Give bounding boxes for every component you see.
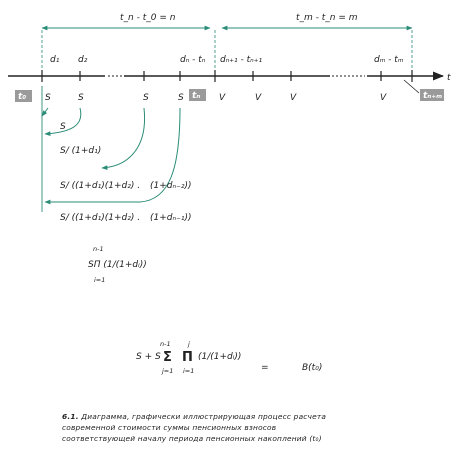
- flow-label-4a: S/ ((1+d₁)(1+d₂) .: [60, 213, 141, 223]
- badge-tn-label: tₙ: [192, 91, 201, 101]
- formula2-pi-symbol: Π: [182, 350, 193, 365]
- flow-label-2: S/ (1+d₁): [60, 146, 102, 156]
- caption-line-3: соответствующей началу периода пенсионных накоплений (t₀): [62, 434, 322, 443]
- contribution-mark: S: [178, 93, 184, 103]
- contribution-mark: S: [78, 93, 84, 103]
- axis-t-label: t: [447, 73, 451, 83]
- caption-line-2: современной стоимости суммы пенсионных взносов: [62, 423, 277, 432]
- flow-label-1: S: [60, 122, 66, 132]
- formula1-expression: SΠ (1/(1+dᵢ)): [88, 260, 147, 270]
- interval-label-d1: d₁: [50, 55, 60, 65]
- interval-label-dn1: dₙ₊₁ - tₙ₊₁: [220, 55, 263, 65]
- formula2-expression: (1/(1+dᵢ)): [198, 352, 242, 362]
- formula2-sigma-lower: j=1: [162, 367, 174, 375]
- span-label-payout: t_m - t_n = m: [296, 13, 358, 23]
- interval-label-dm: dₘ - tₘ: [374, 55, 404, 65]
- badge-tm-label: tₙ₊ₘ: [423, 91, 443, 101]
- formula1-lower-limit: i=1: [94, 276, 106, 284]
- badge-t0-label: t₀: [18, 92, 27, 102]
- formula2-lhs: S + S: [136, 352, 161, 362]
- discount-arrow-1: [42, 108, 48, 116]
- flow-label-3a: S/ ((1+d₁)(1+d₂) .: [60, 181, 141, 191]
- contribution-mark: S: [45, 93, 51, 103]
- pension-mark: V: [219, 93, 226, 103]
- formula2-sigma-upper: n-1: [160, 340, 171, 348]
- interval-label-dn: dₙ - tₙ: [180, 55, 206, 65]
- caption-line-1-text: Диаграмма, графически иллюстрирующая процесс расчета: [81, 412, 327, 421]
- pension-mark: V: [290, 93, 297, 103]
- formula2-equals: =: [261, 363, 269, 373]
- formula2-sigma-symbol: Σ: [163, 350, 172, 365]
- formula2-pi-upper: j: [188, 340, 190, 348]
- figure-caption: [62, 411, 462, 444]
- formula2-pi-lower: i=1: [183, 367, 195, 375]
- discount-arrow-3: [102, 108, 145, 168]
- pension-mark: V: [255, 93, 262, 103]
- formula1-upper-limit: n-1: [93, 245, 104, 253]
- pension-mark: V: [380, 93, 387, 103]
- flow-label-4b: (1+dₙ₋₁)): [150, 213, 192, 223]
- flow-label-3b: (1+dₙ₋₂)): [150, 181, 192, 191]
- formula2-result: B(t₀): [302, 363, 323, 373]
- interval-label-d2: d₂: [78, 55, 88, 65]
- caption-number: 6.1.: [62, 412, 79, 421]
- contribution-mark: S: [143, 93, 149, 103]
- caption-line-1: [62, 411, 462, 422]
- span-label-accumulation: t_n - t_0 = n: [120, 13, 176, 23]
